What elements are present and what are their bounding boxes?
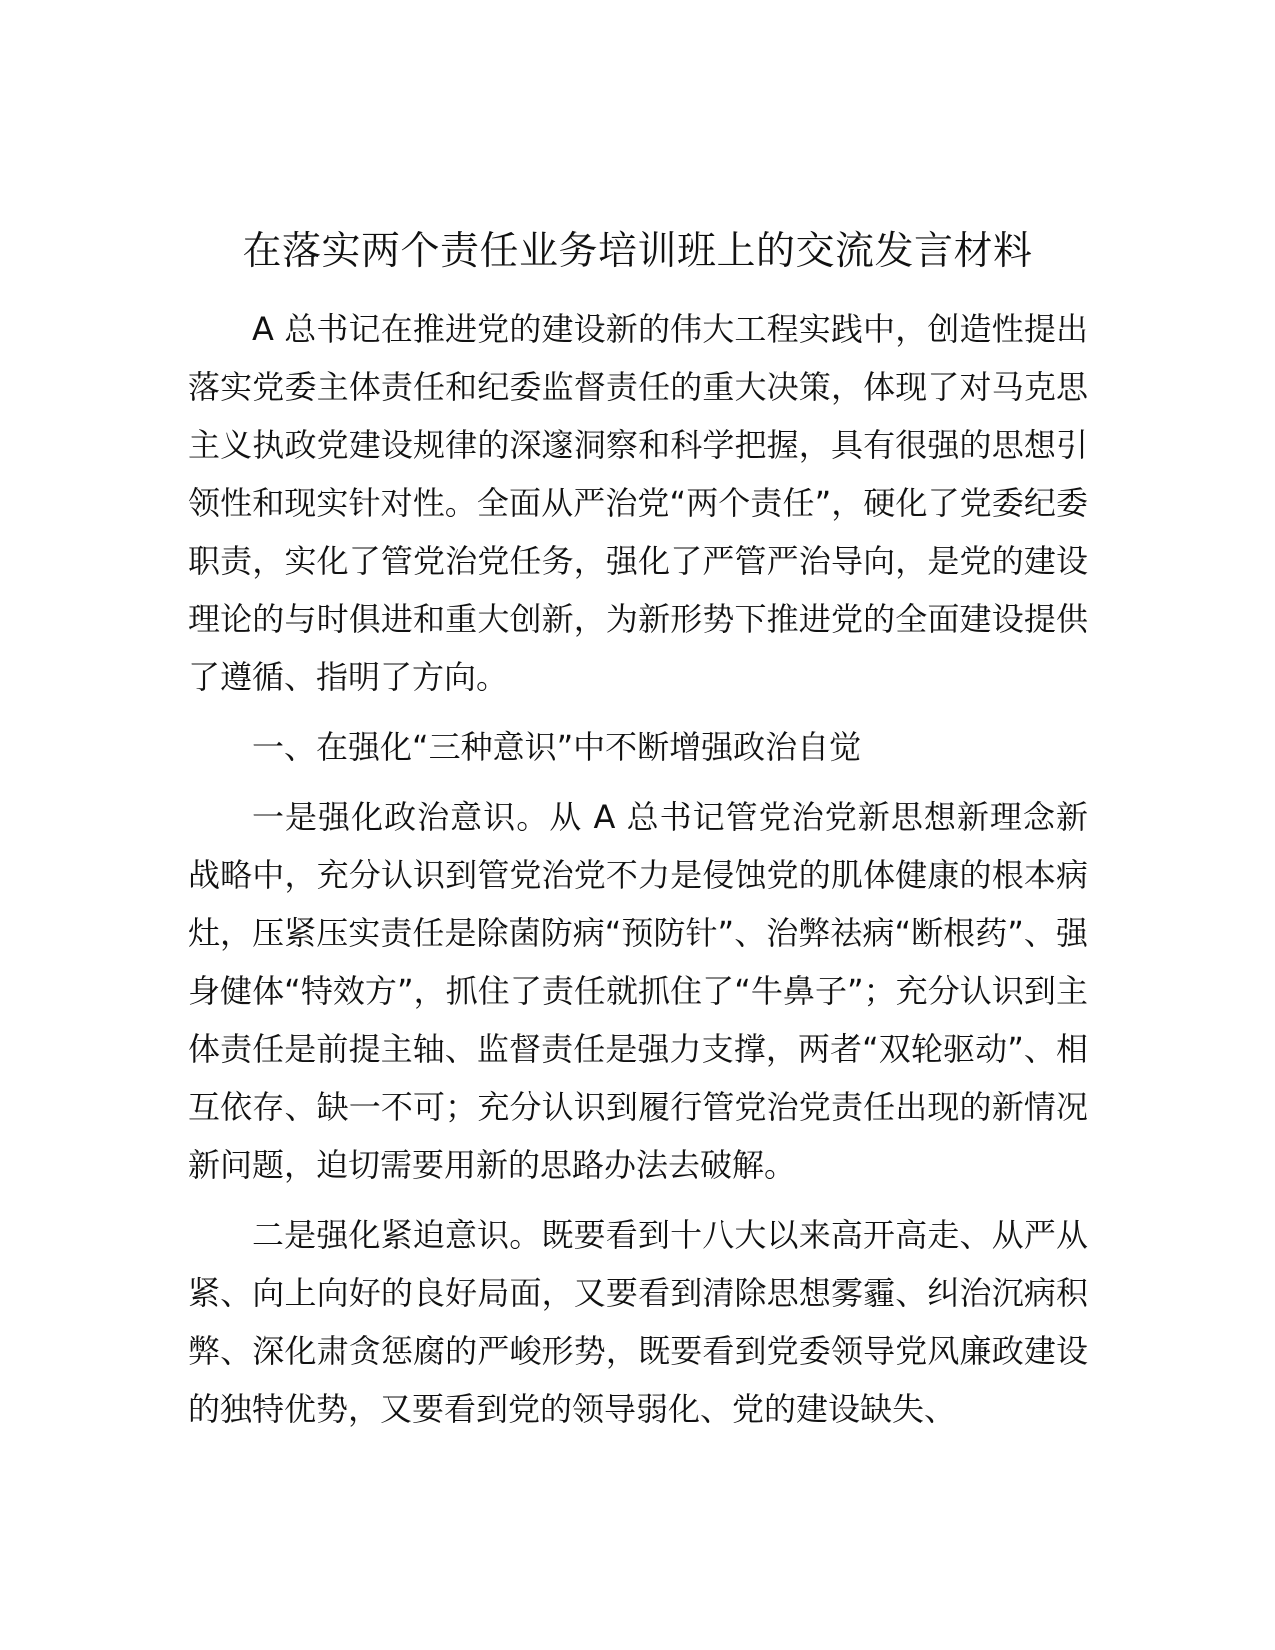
paragraph-political-awareness: 一是强化政治意识。从 A 总书记管党治党新思想新理念新战略中，充分认识到管党治党不力是侵蚀党的肌体健康的根本病灶，压紧压实责任是除菌防病“预防针”、治弊祛病“断根药”、强身健体“特效方”，抓住了责任就抓住了“牛鼻子”；充分认识到主体责任是前提主轴、监督责任是强力支撑，两者“双轮驱动”、相互依存、缺一不可；充分认识到履行管党治党责任出现的新情况新问题，迫切需要用新的思路办法去破解。	[188, 798, 1088, 1184]
document-title: 在落实两个责任业务培训班上的交流发言材料	[242, 229, 1033, 274]
document-body	[188, 300, 1088, 1438]
section-heading-1: 一、在强化“三种意识”中不断增强政治自觉	[252, 728, 862, 766]
paragraph-urgency-awareness: 二是强化紧迫意识。既要看到十八大以来高开高走、从严从紧、向上向好的良好局面，又要看到清除思想雾霾、纠治沉病积弊、深化肃贪惩腐的严峻形势，既要看到党委领导党风廉政建设的独特优势，又要看到党的领导弱化、党的建设缺失、	[188, 1216, 1088, 1428]
paragraph-intro: A 总书记在推进党的建设新的伟大工程实践中，创造性提出落实党委主体责任和纪委监督责任的重大决策，体现了对马克思主义执政党建设规律的深邃洞察和科学把握，具有很强的思想引领性和现实针对性。全面从严治党“两个责任”，硬化了党委纪委职责，实化了管党治党任务，强化了严管严治导向，是党的建设理论的与时俱进和重大创新，为新形势下推进党的全面建设提供了遵循、指明了方向。	[188, 310, 1088, 696]
